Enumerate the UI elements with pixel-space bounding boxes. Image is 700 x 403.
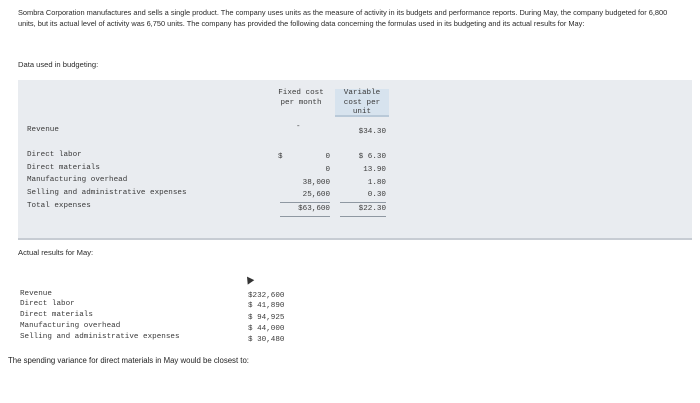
row-direct-labor-label: Direct labor bbox=[27, 151, 82, 159]
row-direct-labor-variable: $ 6.30 bbox=[358, 153, 386, 161]
header-fixed-cost: Fixed cost per month bbox=[278, 89, 324, 107]
row-direct-labor-fixed: 0 bbox=[325, 153, 330, 161]
row-total-expenses-variable: $22.30 bbox=[358, 205, 386, 213]
actual-manufacturing-overhead-label: Manufacturing overhead bbox=[20, 322, 121, 330]
row-direct-materials-variable: 13.90 bbox=[363, 166, 386, 174]
revenue-label: Revenue bbox=[27, 126, 59, 134]
row-manufacturing-overhead-label: Manufacturing overhead bbox=[27, 176, 128, 184]
actual-direct-materials-value: $ 94,925 bbox=[248, 314, 285, 322]
problem-intro: Sombra Corporation manufactures and sells a single product. The company uses units as the measure of activity in its budgets and performance reports. During May, the company budgeted for 6,800 units, but its actual level of activity was 6,750 units. The company has provided the following data concerning the formulas used in its budgeting and its actual results for May: bbox=[18, 8, 668, 28]
row-direct-materials-label: Direct materials bbox=[27, 164, 100, 172]
fixed-total-line bbox=[280, 216, 330, 217]
revenue-fixed: - bbox=[296, 123, 301, 131]
actual-direct-materials-label: Direct materials bbox=[20, 311, 93, 319]
variable-total-line bbox=[340, 216, 386, 217]
question-text: The spending variance for direct materials in May would be closest to: bbox=[8, 356, 249, 365]
header-variable-cost: Variable cost per unit bbox=[335, 89, 389, 117]
row-total-expenses-label: Total expenses bbox=[27, 202, 91, 210]
budget-table bbox=[18, 80, 692, 240]
actual-revenue-label: Revenue bbox=[20, 290, 52, 298]
actual-direct-labor-value: $ 41,890 bbox=[248, 302, 285, 310]
actual-selling-admin-label: Selling and administrative expenses bbox=[20, 333, 180, 341]
row-selling-admin-fixed: 25,600 bbox=[302, 191, 330, 199]
actual-results-label: Actual results for May: bbox=[18, 248, 94, 257]
fixed-dollar-sign: $ bbox=[278, 153, 283, 161]
row-direct-materials-fixed: 0 bbox=[325, 166, 330, 174]
actual-manufacturing-overhead-value: $ 44,000 bbox=[248, 325, 285, 333]
actual-direct-labor-label: Direct labor bbox=[20, 300, 75, 308]
fixed-subtotal-line bbox=[280, 202, 330, 203]
actual-selling-admin-value: $ 30,480 bbox=[248, 336, 285, 344]
question-section bbox=[0, 344, 700, 403]
row-selling-admin-label: Selling and administrative expenses bbox=[27, 189, 187, 197]
row-selling-admin-variable: 0.30 bbox=[367, 191, 386, 199]
row-manufacturing-overhead-fixed: 38,000 bbox=[302, 179, 330, 187]
variable-subtotal-line bbox=[340, 202, 386, 203]
row-total-expenses-fixed: $63,600 bbox=[298, 205, 330, 213]
budget-data-label: Data used in budgeting: bbox=[18, 60, 99, 69]
row-manufacturing-overhead-variable: 1.80 bbox=[367, 179, 386, 187]
revenue-variable: $34.30 bbox=[358, 128, 386, 136]
actual-revenue-value: $232,600 bbox=[248, 292, 285, 300]
mouse-cursor-icon bbox=[244, 274, 255, 284]
